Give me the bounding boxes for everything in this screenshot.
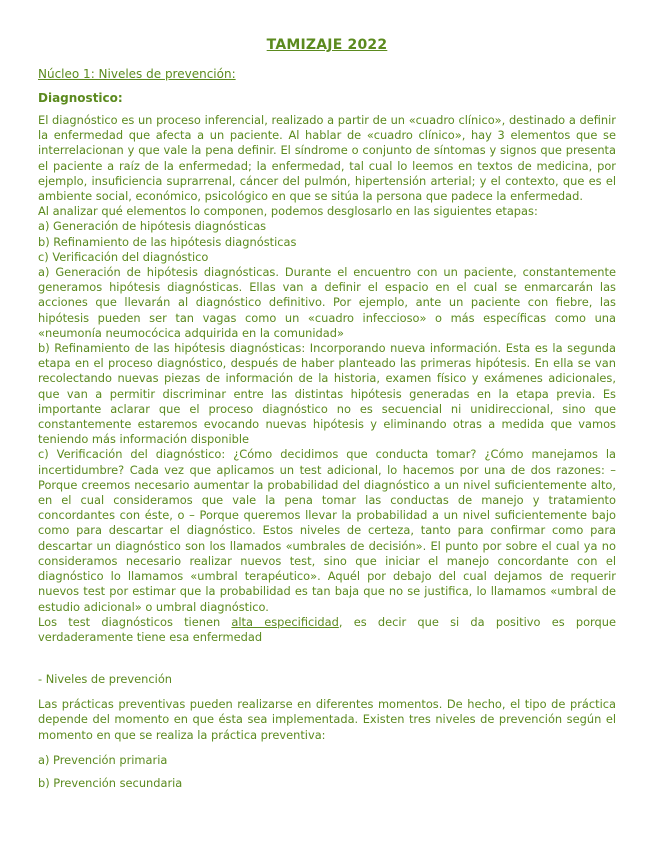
specificity-before: Los test diagnósticos tienen — [38, 614, 232, 629]
stage-a-detail: a) Generación de hipótesis diagnósticas. Durante el encuentro con un paciente, constantemente generamos hipótesis diagnósticas. Ellas van a definir el espacio en el cual se enmarcarán las acciones que llevarán al diagnóstico definitivo. Por ejemplo, ante un paciente con fiebre, las hipótesis pueden ser tan vagas como un «cuadro infeccioso» o más específicas como una «neumonía neumocócica adquirida en la comunidad» — [38, 265, 616, 340]
stage-item-a: a) Generación de hipótesis diagnósticas — [38, 219, 267, 234]
document-title: TAMIZAJE 2022 — [266, 37, 388, 53]
diagnostico-body — [38, 113, 616, 645]
level-item-secondary: b) Prevención secundaria — [38, 776, 183, 791]
levels-heading: - Niveles de prevención — [38, 672, 173, 686]
stage-item-c: c) Verificación del diagnóstico — [38, 249, 209, 264]
stage-b-detail: b) Refinamiento de las hipótesis diagnósticas: Incorporando nueva información. Esta es la segunda etapa en el proceso diagnóstico, después de haber planteado las primeras hipótesis. En ella se van recolectando nuevas piezas de información de la historia, examen físico y exámenes adicionales, que van a permitir discriminar entre las distintas hipótesis generadas en la etapa previa. Es importante aclarar que el proceso diagnóstico no es secuencial ni unidireccional, sino que constantemente estaremos evocando nuevas hipótesis y eliminando otras a medida que vamos teniendo más información disponible — [38, 341, 616, 447]
level-item-primary: a) Prevención primaria — [38, 752, 168, 767]
nucleo-heading: Núcleo 1: Niveles de prevención: — [38, 67, 236, 81]
stage-c-detail: c) Verificación del diagnóstico: ¿Cómo decidimos que conducta tomar? ¿Cómo manejamos la incertidumbre? Cada vez que aplicamos un test adicional, lo hacemos por una de dos razones: – Porque creemos necesario aumentar la probabilidad del diagnóstico a un nivel suficientemente alto, en el cual consideramos que vale la pena tomar las conductas de manejo y tratamiento concordantes con éste, o – Porque queremos llevar la probabilidad a un nivel suficientemente bajo como para descartar el diagnóstico. Estos niveles de certeza, tanto para confirmar como para descartar un diagnóstico son los llamados «umbrales de decisión». El punto por sobre el cual ya no consideramos necesario realizar nuevos test, sino que iniciar el manejo concordante con el diagnóstico lo llamamos «umbral terapéutico». Aquél por debajo del cual dejamos de requerir nuevos test por estimar que la probabilidad es tan baja que no se justifica, lo llamamos «umbral de estudio adicional» o umbral diagnóstico. — [38, 447, 616, 614]
stage-item-b: b) Refinamiento de las hipótesis diagnósticas — [38, 234, 297, 249]
stages-intro: Al analizar qué elementos lo componen, podemos desglosarlo en las siguientes etapas: — [38, 204, 538, 219]
prevention-levels-section — [38, 672, 616, 799]
levels-paragraph: Las prácticas preventivas pueden realizarse en diferentes momentos. De hecho, el tipo de práctica depende del momento en que ésta sea implementada. Existen tres niveles de prevención según el momento en que se realiza la práctica preventiva: — [38, 697, 616, 742]
diagnostico-heading: Diagnostico: — [38, 91, 123, 105]
specificity-paragraph — [38, 615, 616, 645]
intro-paragraph: El diagnóstico es un proceso inferencial, realizado a partir de un «cuadro clínico», destinado a definir la enfermedad que afecta a un paciente. Al hablar de «cuadro clínico», hay 3 elementos que se interrelacionan y que vale la pena definir. El síndrome o conjunto de síntomas y signos que presenta el paciente a raíz de la enfermedad; la enfermedad, tal cual lo leemos en textos de medicina, por ejemplo, insuficiencia suprarrenal, cáncer del pulmón, hipertensión arterial; y el contexto, que es el ambiente social, económico, psicológico en que se sitúa la persona que padece la enfermedad. — [38, 113, 616, 204]
specificity-emphasis: alta especificidad — [231, 614, 339, 629]
specificity-after: , es decir que si da positivo es porque verdaderamente tiene esa enfermedad — [38, 614, 616, 644]
